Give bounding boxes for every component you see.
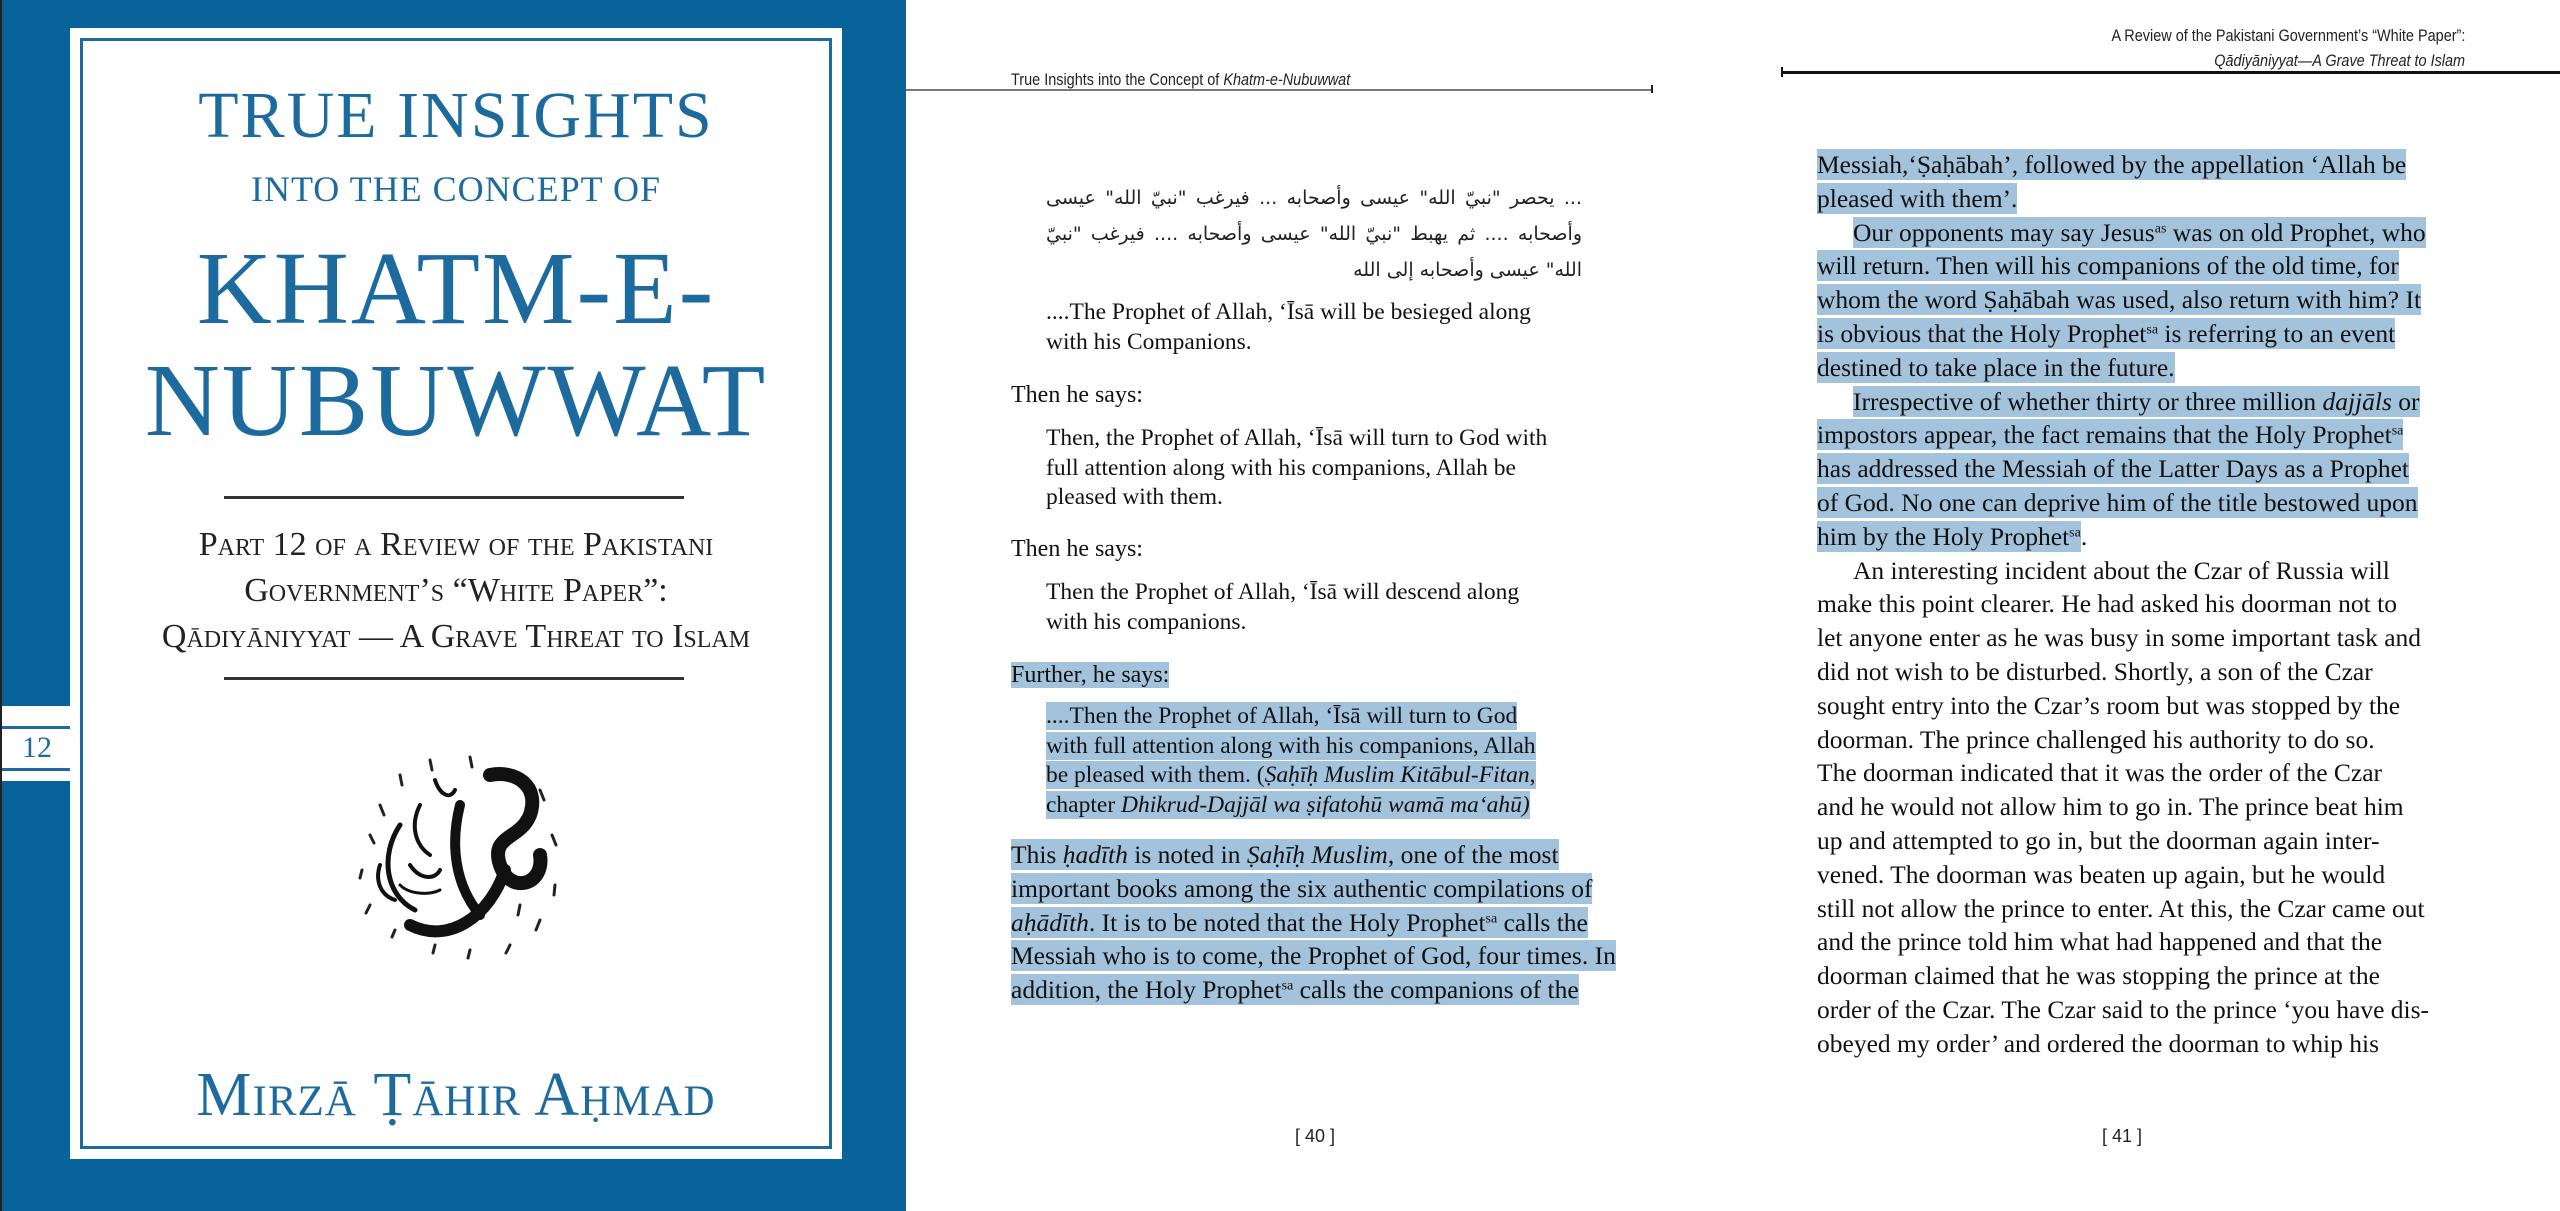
text: calls the companions of the <box>1293 975 1579 1005</box>
text: him by the Holy Prophet <box>1817 521 2070 551</box>
quote-line <box>1046 791 1582 821</box>
text-line: vened. The doorman was beaten up again, but he would <box>1817 859 2386 889</box>
paragraph-dajjals[interactable] <box>1817 385 2465 554</box>
cover-divider-bottom <box>224 677 684 680</box>
text-line: order of the Czar. The Czar said to the prince ‘you have dis- <box>1817 994 2430 1024</box>
selected-text[interactable]: Messiah who is to come, the Prophet of God, four times. In <box>1011 941 1616 971</box>
text-line: An interesting incident about the Czar of Russia will <box>1853 555 2390 585</box>
cover-title-line3: KHATM-E- <box>196 231 716 346</box>
quote-text: chapter <box>1046 791 1122 818</box>
honorific-superscript: sa <box>1281 978 1294 994</box>
quote-text: , <box>1529 762 1536 788</box>
text-line: doorman claimed that he was stopping the prince at the <box>1817 961 2380 991</box>
selected-text[interactable] <box>1011 907 1588 938</box>
lead-further-he-says[interactable] <box>1011 660 1169 690</box>
text: impostors appear, the fact remains that the Holy Prophet <box>1817 420 2392 450</box>
text-italic: Ṣaḥīḥ Muslim <box>1246 840 1388 869</box>
text: is noted in <box>1127 840 1247 869</box>
cover-title-line2: INTO THE CONCEPT OF <box>250 169 662 209</box>
header-rule-tick <box>1781 67 1783 77</box>
quote-line: Then the Prophet of Allah, ‘Īsā will descend along <box>1046 579 1520 605</box>
header-rule-right <box>1781 71 2560 74</box>
page-number-right: [ 41 ] <box>2102 1126 2143 1146</box>
cover-author: Mirzā Ṭāhir Aḥmad <box>196 1061 716 1129</box>
text-italic: aḥādīth <box>1011 907 1089 937</box>
quote-descend <box>1046 578 1582 637</box>
selected-text[interactable]: of God. No one can deprive him of the title bestowed upon <box>1817 487 2418 517</box>
honorific-superscript: as <box>2154 221 2167 237</box>
text: . It is to be noted that the Holy Prophet <box>1088 907 1486 937</box>
quote-selected[interactable] <box>1046 702 1582 820</box>
running-head-right-line1: A Review of the Pakistani Government’s “White Paper”: <box>2111 26 2465 45</box>
cover-subtitle <box>80 522 832 660</box>
honorific-superscript: sa <box>2069 525 2081 541</box>
quote-line: ....The Prophet of Allah, ‘Īsā will be besieged along <box>1046 299 1531 325</box>
cover-subtitle-line: Qādiyāniyyat — A Grave Threat to Islam <box>161 618 751 655</box>
selected-text[interactable]: with full attention along with his companions, Allah <box>1046 732 1536 759</box>
arabic-quote: ... يحصر "نبيّ الله" عيسى وأصحابه ... فيرغب "نبيّ الله" عيسى وأصحابه .... ثم يهبط "نبيّ الله" عيسى وأصحابه .... فيرغب "نبيّ الله" عيسى وأصحابه إلى الله <box>1046 187 1582 281</box>
honorific-superscript: sa <box>1485 911 1498 927</box>
text-line: let anyone enter as he was busy in some important task and <box>1817 623 2422 653</box>
text-line: up and attempted to go in, but the doorman again inter- <box>1817 825 2380 855</box>
paragraph-czar <box>1817 554 2465 1061</box>
text-italic: ḥadīth <box>1062 840 1128 869</box>
quote-line: Then, the Prophet of Allah, ‘Īsā will turn to God with <box>1046 425 1548 451</box>
quote-line <box>1046 761 1582 791</box>
text: , one of the most <box>1387 840 1559 869</box>
quote-line <box>1046 702 1582 732</box>
running-head-left <box>1011 70 1350 90</box>
text: or <box>2391 386 2420 416</box>
selected-text[interactable] <box>1011 839 1559 870</box>
selected-text[interactable]: ....Then the Prophet of Allah, ‘Īsā will turn to God <box>1046 703 1518 729</box>
cover-subtitle-line: Part 12 of a Review of the Pakistani <box>198 526 714 563</box>
cover-band-bottom <box>2 781 68 1211</box>
selected-text[interactable] <box>1046 791 1530 819</box>
selected-text[interactable] <box>1011 974 1579 1005</box>
text: calls the <box>1497 907 1588 937</box>
citation-chapter: Dhikrud-Dajjāl wa ṣifatohū wamā ma‘ahū) <box>1121 791 1530 818</box>
tab-frame-bottom <box>2 771 72 781</box>
text: This <box>1011 840 1063 869</box>
quote-turn-to-god <box>1046 424 1582 513</box>
lead-then-he-says-1: Then he says: <box>1011 382 1143 408</box>
text: was on old Prophet, who <box>2166 217 2426 247</box>
quote-besieged <box>1046 298 1582 357</box>
quote-line: with his Companions. <box>1046 328 1252 355</box>
selected-text[interactable] <box>1817 521 2081 552</box>
text-line: and he would not allow him to go in. The prince beat him <box>1817 792 2404 822</box>
text: is referring to an event <box>2158 318 2396 348</box>
selected-text[interactable] <box>1817 419 2403 450</box>
quote-line <box>1046 732 1582 762</box>
text: addition, the Holy Prophet <box>1011 975 1282 1005</box>
cover-band-top <box>2 0 68 706</box>
cover-title-line1: TRUE INSIGHTS <box>198 79 714 152</box>
text: Irrespective of whether thirty or three million <box>1853 386 2323 416</box>
text-line: still not allow the prince to enter. At this, the Czar came out <box>1817 893 2425 923</box>
header-rule-left <box>906 89 1652 91</box>
selected-text[interactable] <box>1853 217 2426 248</box>
selected-text[interactable]: important books among the six authentic compilations of <box>1011 873 1593 903</box>
selected-text[interactable] <box>1817 318 2395 349</box>
text-line: obeyed my order’ and ordered the doorman to whip his <box>1817 1028 2380 1058</box>
cover-subtitle-line: Government’s “White Paper”: <box>244 572 668 609</box>
text-line: and the prince told him what had happened and that the <box>1817 927 2383 957</box>
selected-text[interactable]: destined to take place in the future. <box>1817 352 2175 382</box>
muhammad-calligraphy-icon <box>340 745 570 965</box>
quote-line: full attention along with his companions, Allah be <box>1046 454 1516 481</box>
citation-title: Ṣaḥīḥ Muslim Kitābul-Fitan <box>1264 762 1530 788</box>
paragraph-hadith[interactable] <box>1011 838 1653 1007</box>
paragraph-sahabah[interactable] <box>1817 148 2465 216</box>
text-line: sought entry into the Czar’s room but was stopped by the <box>1817 690 2401 720</box>
selected-text[interactable] <box>1853 386 2420 417</box>
honorific-superscript: sa <box>2146 322 2159 338</box>
text: Our opponents may say Jesus <box>1853 217 2155 247</box>
paragraph-opponents[interactable] <box>1817 216 2465 385</box>
lead-then-he-says-2: Then he says: <box>1011 536 1143 562</box>
quote-text: be pleased with them. ( <box>1046 762 1265 788</box>
running-head-right-line2: Qādiyāniyyat—A Grave Threat to Islam <box>2214 51 2465 70</box>
text-line: doorman. The prince challenged his authority to do so. <box>1817 724 2375 754</box>
text-line: The doorman indicated that it was the order of the Czar <box>1817 758 2383 788</box>
right-page-body[interactable] <box>1817 148 2465 1061</box>
page-number-left: [ 40 ] <box>1295 1126 1336 1146</box>
selected-text[interactable]: pleased with them’. <box>1817 183 2018 213</box>
text: is obvious that the Holy Prophet <box>1817 318 2147 348</box>
text-italic: dajjāls <box>2322 386 2392 416</box>
volume-number: 12 <box>22 731 52 764</box>
text-line: make this point clearer. He had asked his doorman not to <box>1817 589 2397 619</box>
cover-title-line4: NUBUWWAT <box>144 343 768 458</box>
running-head-italic: Khatm-e-Nubuwwat <box>1223 70 1351 89</box>
header-rule-tick <box>1651 85 1653 93</box>
selected-text[interactable]: will return. Then will his companions of the old time, for <box>1817 251 2399 281</box>
selected-text[interactable] <box>1046 761 1536 789</box>
running-head-prefix: True Insights into the Concept of <box>1011 70 1224 89</box>
text-line: did not wish to be disturbed. Shortly, a son of the Czar <box>1817 656 2373 686</box>
selected-text[interactable]: Further, he says: <box>1011 662 1170 688</box>
quote-line: pleased with them. <box>1046 484 1223 510</box>
text: . <box>2080 521 2088 551</box>
selected-text[interactable]: Messiah,‘Ṣaḥābah’, followed by the appellation ‘Allah be <box>1817 150 2407 179</box>
quote-line: with his companions. <box>1046 608 1247 635</box>
cover-divider-top <box>224 496 684 499</box>
selected-text[interactable]: has addressed the Messiah of the Latter Days as a Prophet <box>1817 454 2409 484</box>
book-cover[interactable] <box>0 0 906 1211</box>
selected-text[interactable]: whom the word Ṣaḥābah was used, also return with him? It <box>1817 285 2422 315</box>
honorific-superscript: sa <box>2391 423 2404 439</box>
